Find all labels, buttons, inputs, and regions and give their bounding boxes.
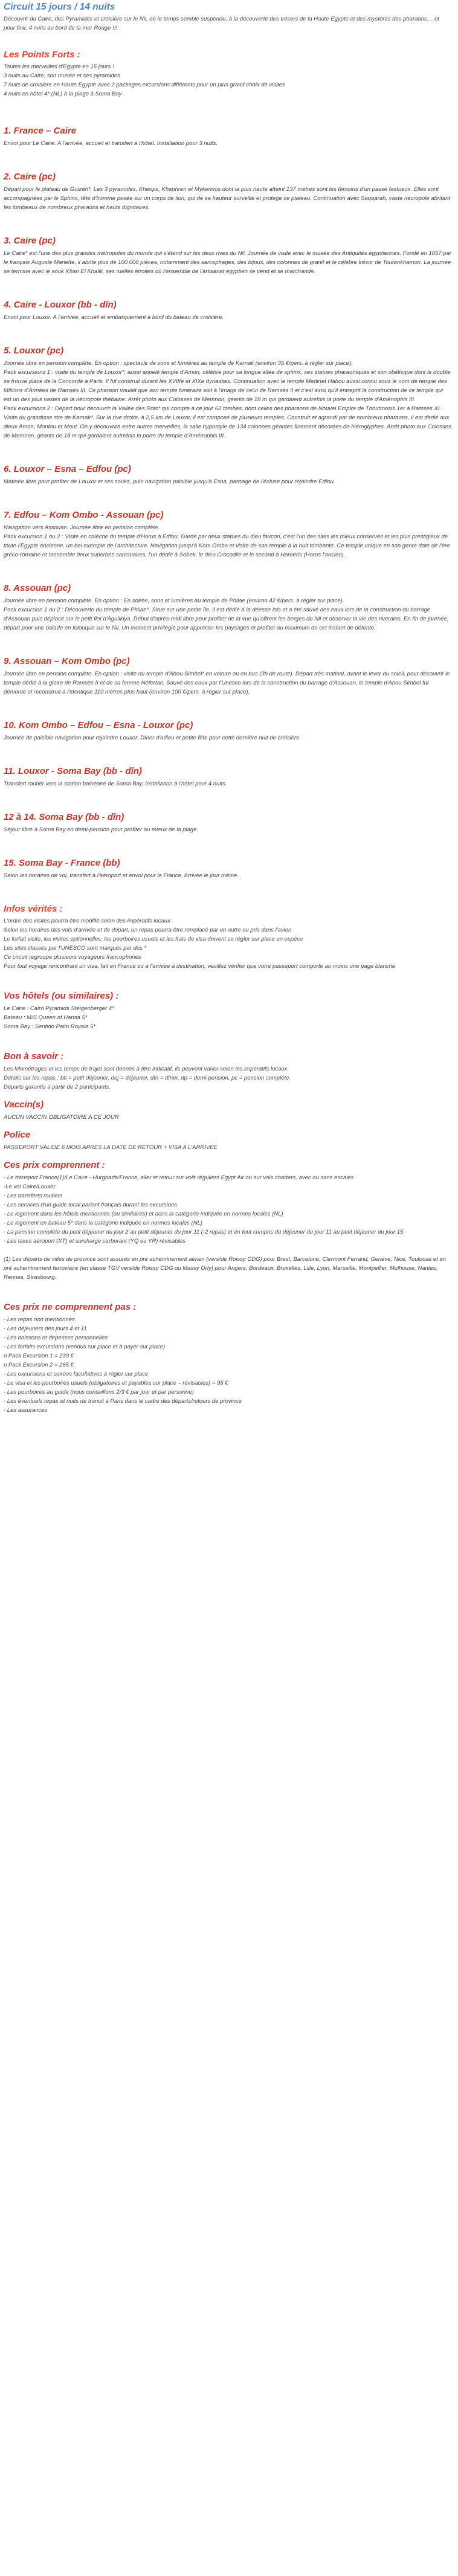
page-title: Circuit 15 jours / 14 nuits xyxy=(4,2,115,12)
bon-a-savoir-item: Détails sur les repas : bb = petit déjeuner, dej = déjeuner, dîn = dîner, dp = demi-pension, pc = pension complète. xyxy=(4,1075,291,1081)
prix-exclu-item: - Les repas non mentionnés xyxy=(4,1316,75,1323)
vaccin-item: AUCUN VACCIN OBLIGATOIRE A CE JOUR xyxy=(4,1114,119,1121)
day-paragraph: Départ pour le plateau de Guizéh*. Les 3 pyramides, Kheops, Khephren et Mykerinos dont la plus haute atteint 137 mètres sont les témoins d'un passé fastueux. Elles sont accompagnées par le Sphinx, tête d'homme posée sur un corps de lion, qui de sa hauteur surveille et protège ce plateau. Continuation avec Saqqarah, vaste nécropole abritant les tombeaux de nombreux pharaons et hauts dignitaires. xyxy=(4,186,451,211)
itinerary-day xyxy=(4,857,452,880)
points-forts-item: 3 nuits au Caire, son musée et ses pyramides xyxy=(4,72,120,79)
day-title: 9. Assouan – Kom Ombo (pc) xyxy=(4,656,130,666)
police-list xyxy=(4,1143,452,1152)
day-title: 3. Caire (pc) xyxy=(4,236,56,246)
itinerary-day xyxy=(4,125,452,148)
prix-comprennent-item: - Le logement dans les hôtels mentionnés (ou similaires) et dans la catégorie indiquée en normes locales (NL) xyxy=(4,1211,283,1217)
infos-list xyxy=(4,916,452,971)
day-paragraph: Navigation vers Assouan. Journée libre en pension complète. xyxy=(4,524,160,531)
prix-comprennent-item xyxy=(4,1246,452,1255)
day-paragraph: Transfert routier vers la station balnéaire de Soma Bay. Installation à l'hôtel pour 4 nuits. xyxy=(4,781,227,787)
prix-comprennent-item: - Le transport France(1)/Le Caire - Hurghada/France, aller et retour sur vols réguliers Egypt Air ou sur vols charters, avec ou sans escales xyxy=(4,1174,354,1181)
hotel-item: Soma Bay : Sentido Palm Royale 5* xyxy=(4,1023,96,1030)
day-title: 1. France – Caire xyxy=(4,126,77,136)
prix-exclu-item: - Les déjeuners des jours 4 et 11 xyxy=(4,1325,87,1332)
day-paragraph: Pack excursion 1 ou 2 : Découverte du temple de Philae*. Situé sur une petite île, il est dédié à la déesse Isis et a été sauvé des eaux lors de la construction du barrage d'Assouan puis déplacé sur le petit îlot d'Aguilkiya. Début d'après-midi libre pour profiter de la vue qu'offrent les berges du Nil et observer la vie des riverains. En fin de journée, départ pour une balade en felouque sur le Nil. Un moment privilégié pour apprécier les paysages et profiter au maximum de cet instant de détente. xyxy=(4,607,449,631)
day-title: 5. Louxor (pc) xyxy=(4,346,64,356)
prix-comprennent-item: - Les services d'un guide local parlant français durant les excursions xyxy=(4,1202,177,1208)
day-title: 7. Edfou – Kom Ombo - Assouan (pc) xyxy=(4,510,164,520)
intro xyxy=(4,14,452,33)
prix-ne-comprennent-pas-heading: Ces prix ne comprennent pas : xyxy=(4,1302,137,1312)
day-paragraph: Envol pour Louxor. A l'arrivée, accueil et embarquement à bord du bateau de croisière. xyxy=(4,314,224,321)
prix-comprennent-item: -Le vol Caire/Louxor xyxy=(4,1183,56,1190)
prix-comprennent-list xyxy=(4,1173,452,1282)
day-title: 11. Louxor - Soma Bay (bb - dîn) xyxy=(4,766,142,776)
day-paragraph: Journée libre en pension complète. En option : spectacle de sons et lumières au temple de Karnak (environ 35 €/pers. à régler sur place). xyxy=(4,360,353,367)
itinerary xyxy=(4,125,452,880)
info-item: Le forfait visite, les visites optionnelles, les pourboires usuels et les frais de visa doivent se régler sur place en espèce xyxy=(4,936,303,942)
hotels-list xyxy=(4,1004,452,1031)
hotel-item: Le Caire : Cairo Pyramids Steigenberger 4* xyxy=(4,1005,114,1012)
day-paragraph: Envol pour Le Caire. A l'arrivée, accueil et transfert à l'hôtel. Installation pour 3 nuits. xyxy=(4,140,218,147)
day-title: 6. Louxor – Esna – Edfou (pc) xyxy=(4,464,131,474)
day-title: 8. Assouan (pc) xyxy=(4,583,71,593)
day-title: 2. Caire (pc) xyxy=(4,172,56,182)
info-item: L'ordre des visites pourra être modifié selon des impératifs locaux xyxy=(4,918,170,924)
prix-comprennent-heading: Ces prix comprennent : xyxy=(4,1160,105,1170)
points-forts-heading: Les Points Forts : xyxy=(4,50,80,60)
itinerary-day xyxy=(4,299,452,322)
police-item: PASSEPORT VALIDE 6 MOIS APRES LA DATE DE RETOUR + VISA A L'ARRIVEE xyxy=(4,1144,218,1151)
itinerary-day xyxy=(4,765,452,788)
day-paragraph: Pack excursions 2 : Départ pour découvrir la Vallée des Rois* qui compte à ce jour 62 tombes, dont celles des pharaons de Nouvel Empire de Thoutmosis 1er à Ramsès XI. Visite du grandiose site de Karnak*. Sur la rive droite, à 2,5 km de Louxor, il est composé de plusieurs temples. Construit et agrandi par de nombreux pharaons, il est dédié aux dieux Amon, Montou et Mout. On y découvrira entre autres merveilles, la salle hypostyle de 134 colonnes géantes finement décorées de hiéroglyphes. Arrêt photo aux Colosses de Memnon, géants de 18 m qui gardaient autrefois la porte du temple d'Aménophis III. xyxy=(4,405,451,439)
info-item: Ce circuit regroupe plusieurs voyageurs francophones xyxy=(4,954,141,961)
day-paragraph: Séjour libre à Soma Bay en demi-pension pour profiter au mieux de la plage. xyxy=(4,826,199,833)
itinerary-day xyxy=(4,235,452,276)
bon-a-savoir-heading: Bon à savoir : xyxy=(4,1051,64,1061)
itinerary-day xyxy=(4,171,452,212)
info-item: Les sites classés par l'UNESCO sont marqués par des * xyxy=(4,945,147,952)
prix-comprennent-note: (1) Les départs de villes de province sont assurés en pré acheminement aérien (vers/de Roissy CDG) pour Brest, Barcelone, Clermont Ferrand, Genève, Nice, Toulouse et en pré acheminement ferroviaire (en classe TGV vers/de Roissy CDG ou Massy Orly) pour Angers, Bordeaux, Bruxelles, Lille, Lyon, Marseille, Montpellier, Mulhouse, Nantes, Rennes, Strasbourg. xyxy=(4,1256,447,1281)
itinerary-day xyxy=(4,463,452,486)
points-forts-item: Toutes les merveilles d'Egypte en 15 jours ! xyxy=(4,63,114,70)
day-paragraph: Pack excursions 1 : visite du temple de Louxor*, aussi appelé temple d'Amon, célèbre pour sa longue allée de sphinx, ses statues pharaoniques et son obélisque dont le double se trouve place de la Concorde à Paris. Il fut construit durant les XVIIIe et XIXe dynasties. Continuation avec le temple Medinet Habou aussi connu sous le nom de temple des Millions d'Années de Ramsès III. Ce pharaon voulait que son temple funéraire soit à l'image de celui de Ramsès II et c'est ainsi qu'il entreprit la construction de ce temple qui est un des plus vastes de la nécropole thébaine. Arrêt photo aux Colosses de Memnon, géants de 18 m qui gardaient autrefois la porte du temple d'Aménophis III. xyxy=(4,369,451,403)
prix-exclu-item: o Pack Excursion 1 = 230 € xyxy=(4,1353,74,1359)
day-paragraph: Matinée libre pour profiter de Louxor et ses souks, puis navigation paisible jusqu'à Esna, passage de l'écluse pour rejoindre Edfou. xyxy=(4,478,335,485)
itinerary-day xyxy=(4,655,452,697)
day-paragraph: Journée libre en pension complète. En option : En soirée, sons et lumières au temple de Philae (environ 42 €/pers. à régler sur place). xyxy=(4,597,344,604)
day-title: 10. Kom Ombo – Edfou – Esna - Louxor (pc) xyxy=(4,720,193,730)
prix-comprennent-item: - Le logement en bateau 5* dans la catégorie indiquée en normes locales (NL) xyxy=(4,1220,203,1226)
day-title: 4. Caire - Louxor (bb - dîn) xyxy=(4,300,117,310)
points-forts-item: 4 nuits en hôtel 4* (NL) à la plage à Soma Bay xyxy=(4,91,122,97)
intro-text: Découvrir du Caire, des Pyramides et croisière sur le Nil, où le temps semble suspendu, à la découverte des trésors de la Haute Egypte et des mystères des pharaons… et pour finir, 4 nuits au bord de la mer Rouge !!! xyxy=(4,16,439,31)
itinerary-day xyxy=(4,345,452,440)
police-heading: Police xyxy=(4,1130,31,1140)
prix-ne-comprennent-pas-list xyxy=(4,1315,452,1415)
prix-exclu-item: - Les assurances xyxy=(4,1407,48,1414)
info-item: Pour tout voyage rencontrant un visa, fait en France ou à l'arrivée à destination, veuillez vérifier que votre passeport comporte au moins une page blanche xyxy=(4,963,396,970)
prix-exclu-item: - Les éventuels repas et nuits de transit à Paris dans le cadre des départs/retours de province xyxy=(4,1398,242,1405)
itinerary-day xyxy=(4,509,452,559)
day-title: 15. Soma Bay - France (bb) xyxy=(4,858,120,868)
prix-comprennent-item: - La pension complète du petit déjeuner du jour 2 au petit déjeuner du jour 11 (-2 repas) et en tout compris du déjeuner du jour 11 au petit déjeuner du jour 15 xyxy=(4,1229,404,1235)
prix-exclu-item: - Les boissons et dépenses personnelles xyxy=(4,1335,108,1341)
points-forts-item: 7 nuits de croisière en Haute Egypte avec 2 packages excursions différents pour un plus grand choix de visites xyxy=(4,82,285,88)
bon-a-savoir-item: Départs garantis à partir de 2 participants. xyxy=(4,1084,111,1090)
bon-a-savoir-list xyxy=(4,1064,452,1092)
info-item: Selon les horaires des vols d'arrivée et de départ, un repas pourra être remplacé par un autre ou pris dans l'avion xyxy=(4,927,292,933)
itinerary-day xyxy=(4,811,452,834)
hotel-item: Bateau : M/S Queen of Hansa 5* xyxy=(4,1014,88,1021)
day-title: 12 à 14. Soma Bay (bb - dîn) xyxy=(4,812,124,822)
day-paragraph: Journée libre en pension complète. En option : visite du temple d'Abou Simbel* en voiture ou en bus (3h de route). Départ très matinal, avant le lever du soleil, pour découvrir le temple dédié à la gloire de Ramsès II et de sa femme Néfertari. Sauvé des eaux par l'Unesco lors de la construction du barrage d'Assouan, le temple d'Abou Simbel fut démonté et reconstruit à l'identique 110 mètres plus haut (environ 100 €/pers. à régler sur place). xyxy=(4,671,450,695)
itinerary-day xyxy=(4,720,452,742)
prix-exclu-item: - Les forfaits excursions (vendus sur place et à payer sur place) xyxy=(4,1344,166,1350)
prix-comprennent-item: - Les transferts routiers xyxy=(4,1193,63,1199)
points-forts-list xyxy=(4,62,452,98)
prix-exclu-item: - Les excursions et soirées facultatives à régler sur place xyxy=(4,1371,149,1377)
bon-a-savoir-item: Les kilométrages et les temps de trajet sont donnés à titre indicatif, ils peuvent varier selon les impératifs locaux. xyxy=(4,1066,289,1072)
prix-exclu-item: - Les pourboires au guide (nous conseillons 2/3 € par jour et par personne) xyxy=(4,1389,194,1396)
day-paragraph: Le Caire* est l'une des plus grandes métropoles du monde qui s'étend sur les deux rives du Nil. Journée de visite avec le musée des Antiquités égyptiennes. Fondé en 1857 par le français Auguste Mariette, il abrite plus de 100 000 pièces, notamment des sarcophages, des bijoux, des colonnes de granit et le célèbre trésor de Toutankhamon. La journée se termine avec le souk Khan El Khalili, ses ruelles étroites où l'ensemble de l'artisanat égyptien se vend et se marchande. xyxy=(4,250,452,275)
vaccins-list xyxy=(4,1113,452,1122)
itinerary-day xyxy=(4,582,452,633)
day-paragraph: Pack excursion 1 ou 2 : Visite en calèche du temple d'Horus à Edfou. Gardé par deux statues du dieu faucon, c'est l'un des sites les mieux conservés et les plus prestigieux de toute l'Egypte ancienne, un bel exemple de l'architecture. Navigation jusqu'à Kom Ombo et visite de son temple à la nuit tombante. Ce temple unique en son genre date de l'ère gréco-romaine et rassemble deux superbes sanctuaires, l'un dédié à Sobek, le dieu Crocodile et le second à Haroéris (Horus l'ancien). xyxy=(4,533,450,558)
prix-comprennent-item: - Les taxes aéroport (XT) et surcharge carburant (YQ ou YR) révisables xyxy=(4,1238,185,1245)
prix-exclu-item: o Pack Excursion 2 = 265 € xyxy=(4,1362,74,1368)
day-paragraph: Selon les horaires de vol, transfert à l'aéroport et envol pour la France. Arrivée le jour même. xyxy=(4,872,239,879)
prix-exclu-item: - Le visa et les pourboires usuels (obligatoires et payables sur place – révisables) = 95 € xyxy=(4,1380,228,1386)
day-paragraph: Journée de paisible navigation pour rejoindre Louxor. Dîner d'adieu et petite fête pour cette dernière nuit de croisière. xyxy=(4,735,302,741)
vaccins-heading: Vaccin(s) xyxy=(4,1100,44,1110)
infos-heading: Infos vérités : xyxy=(4,904,63,914)
hotels-heading: Vos hôtels (ou similaires) : xyxy=(4,991,119,1001)
